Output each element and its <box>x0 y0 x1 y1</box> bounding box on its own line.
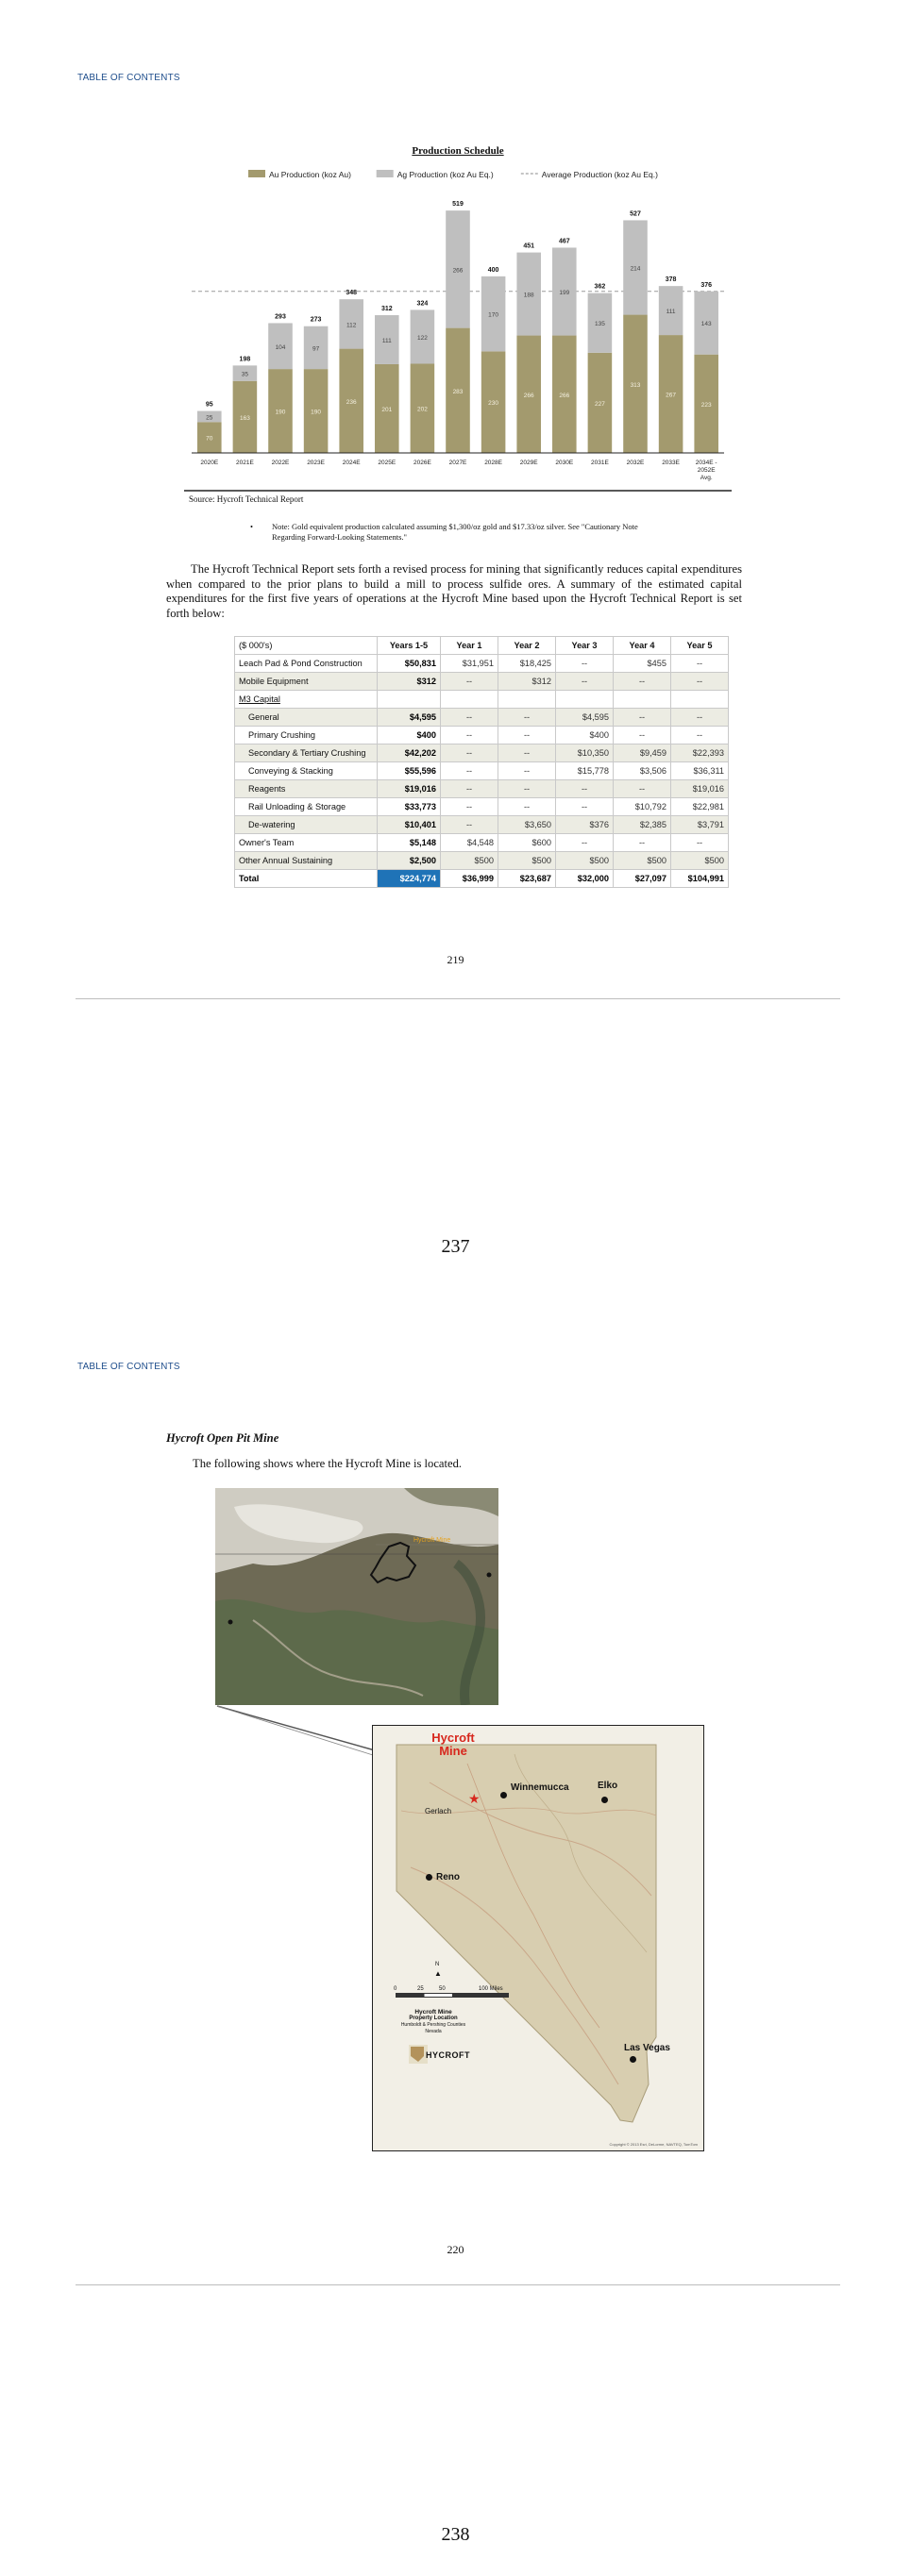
tick-label-2021E-0: 2021E <box>236 460 254 466</box>
label-ag-2033E: 111 <box>666 309 676 316</box>
table-row <box>235 834 729 852</box>
row-label: Other Annual Sustaining <box>235 852 378 870</box>
label-au-2034E - 2052E Avg.: 223 <box>700 401 712 409</box>
table-row <box>235 780 729 798</box>
production-schedule-chart <box>184 140 732 489</box>
label-total-2023E: 273 <box>310 316 322 324</box>
label-ag-2031E: 135 <box>594 321 605 328</box>
cell-value: $2,500 <box>378 852 441 870</box>
col-header-year-5: Year 5 <box>671 637 729 655</box>
label-total-2031E: 362 <box>594 283 606 291</box>
scale-tick-25: 25 <box>417 1986 424 1992</box>
row-label: Secondary & Tertiary Crushing <box>235 744 378 762</box>
label-ag-2032E: 214 <box>630 265 641 273</box>
cell-value: $455 <box>614 655 671 673</box>
label-ag-2025E: 111 <box>381 337 392 344</box>
cell-value: $19,016 <box>671 780 729 798</box>
capex-paragraph: The Hycroft Technical Report sets forth a revised process for mining that significantly reduces capital expenditures when compared to the prior plans to build a mill to process sulfide ores. A summary of the estimated capital expenditures for the first five years of operations at the Hycroft Mine based upon the Hycroft Technical Report is set forth below: <box>166 562 742 620</box>
label-au-2023E: 190 <box>311 409 322 416</box>
label-ag-2024E: 112 <box>346 322 357 329</box>
label-ag-2023E: 97 <box>312 345 320 353</box>
chart-note-line1: Note: Gold equivalent production calculated assuming $1,300/oz gold and $17.33/oz silver. See "Cautionary Note <box>272 522 638 531</box>
row-label: M3 Capital <box>235 691 378 709</box>
cell-value: -- <box>671 834 729 852</box>
cell-value: $22,981 <box>671 798 729 816</box>
city-elko: Elko <box>598 1781 618 1791</box>
cell-value: -- <box>671 673 729 691</box>
cell-value: $4,595 <box>378 709 441 727</box>
table-row <box>235 852 729 870</box>
cell-value: $376 <box>556 816 614 834</box>
label-total-2030E: 467 <box>558 238 570 245</box>
capex-table <box>234 636 729 888</box>
cell-value: -- <box>556 673 614 691</box>
legend-sub1: Property Location <box>409 2016 458 2021</box>
label-total-2022E: 293 <box>275 313 286 321</box>
north-label: N <box>435 1962 440 1967</box>
cell-value: $19,016 <box>378 780 441 798</box>
capex-header-row <box>235 637 729 655</box>
cell-value: -- <box>441 673 498 691</box>
col-header-year-4: Year 4 <box>614 637 671 655</box>
map-copyright: Copyright © 2013 Esri, DeLorme, NAVTEQ, TomTom <box>609 2142 698 2147</box>
cell-value: $600 <box>498 834 556 852</box>
cell-value: $2,385 <box>614 816 671 834</box>
label-total-2027E: 519 <box>452 201 464 209</box>
hycroft-logo-text: HYCROFT <box>426 2050 470 2060</box>
aerial-photo <box>215 1488 498 1705</box>
cell-value: -- <box>614 727 671 744</box>
label-au-2033E: 267 <box>666 392 677 399</box>
legend-label-1: Ag Production (koz Au Eq.) <box>396 170 494 179</box>
cell-value: -- <box>441 744 498 762</box>
map-mine-label-line1: Hycroft <box>431 1731 475 1745</box>
tick-label-2028E-0: 2028E <box>484 460 502 466</box>
cell-value: $312 <box>378 673 441 691</box>
cell-value <box>614 691 671 709</box>
tick-label-2022E-0: 2022E <box>271 460 290 466</box>
label-ag-2028E: 170 <box>488 311 499 319</box>
tick-label-2030E-0: 2030E <box>555 460 574 466</box>
legend-swatch-0 <box>248 170 265 177</box>
section-title: Hycroft Open Pit Mine <box>166 1431 279 1445</box>
row-label: General <box>235 709 378 727</box>
map-intro: The following shows where the Hycroft Mine is located. <box>193 1457 463 1470</box>
chart-source: Source: Hycroft Technical Report <box>189 494 304 504</box>
tick-label-2034E - 2052E Avg.-1: 2052E <box>697 467 716 474</box>
table-row <box>235 762 729 780</box>
scale-bar <box>396 1993 509 1998</box>
table-row <box>235 870 729 888</box>
cell-value: $5,148 <box>378 834 441 852</box>
table-row <box>235 744 729 762</box>
cell-value: -- <box>556 780 614 798</box>
legend-label-0: Au Production (koz Au) <box>269 170 351 179</box>
cell-value: $10,401 <box>378 816 441 834</box>
scale-tick-100: 100 Miles <box>479 1986 503 1992</box>
label-au-2032E: 313 <box>630 381 641 389</box>
label-total-2020E: 95 <box>205 401 213 409</box>
nevada-location-map <box>372 1725 704 2151</box>
city-las-vegas: Las Vegas <box>624 2043 670 2053</box>
col-header-year-1: Year 1 <box>441 637 498 655</box>
label-ag-2022E: 104 <box>275 343 286 351</box>
chart-title: Production Schedule <box>412 145 504 157</box>
tick-label-2027E-0: 2027E <box>448 460 467 466</box>
row-label: De-watering <box>235 816 378 834</box>
cell-value: -- <box>441 727 498 744</box>
cell-value: $104,991 <box>671 870 729 888</box>
cell-value: $312 <box>498 673 556 691</box>
label-total-2028E: 400 <box>487 266 499 274</box>
table-row <box>235 691 729 709</box>
row-label: Reagents <box>235 780 378 798</box>
table-of-contents-link-2[interactable]: TABLE OF CONTENTS <box>77 1362 180 1372</box>
chart-note-line2: Regarding Forward-Looking Statements." <box>272 532 407 542</box>
cell-value: $500 <box>671 852 729 870</box>
city-dot-reno <box>426 1874 432 1881</box>
cell-value: -- <box>498 709 556 727</box>
label-total-2032E: 527 <box>630 210 641 218</box>
page-divider-2 <box>76 2284 840 2285</box>
page-number-220: 220 <box>447 2243 464 2256</box>
cell-value: -- <box>556 655 614 673</box>
city-dot-elko <box>601 1797 608 1803</box>
row-label: Total <box>235 870 378 888</box>
label-ag-2026E: 122 <box>416 334 428 342</box>
city-winnemucca: Winnemucca <box>511 1782 569 1793</box>
cell-value: $31,951 <box>441 655 498 673</box>
cell-value: $10,792 <box>614 798 671 816</box>
row-label: Conveying & Stacking <box>235 762 378 780</box>
photo-mine-label: Hycroft Mine <box>413 1537 451 1544</box>
tick-label-2034E - 2052E Avg.-2: Avg. <box>700 475 713 481</box>
cell-value: -- <box>556 798 614 816</box>
cell-value: -- <box>498 744 556 762</box>
table-row <box>235 673 729 691</box>
cell-value: -- <box>498 780 556 798</box>
cell-value: $42,202 <box>378 744 441 762</box>
cell-value: $23,687 <box>498 870 556 888</box>
cell-value: $18,425 <box>498 655 556 673</box>
cell-value <box>378 691 441 709</box>
city-dot-winnemucca <box>500 1792 507 1798</box>
label-total-2025E: 312 <box>380 306 393 313</box>
cell-value: $500 <box>614 852 671 870</box>
label-total-2029E: 451 <box>523 243 535 250</box>
label-ag-2021E: 35 <box>241 371 249 378</box>
tick-label-2026E-0: 2026E <box>413 460 431 466</box>
cell-value: -- <box>614 709 671 727</box>
cell-value: $9,459 <box>614 744 671 762</box>
cell-value: $36,311 <box>671 762 729 780</box>
cell-value: $500 <box>441 852 498 870</box>
city-gerlach: Gerlach <box>425 1807 452 1815</box>
cell-value: $50,831 <box>378 655 441 673</box>
cell-value: $15,778 <box>556 762 614 780</box>
cell-value: $3,791 <box>671 816 729 834</box>
cell-value: -- <box>441 762 498 780</box>
north-arrow-icon: ▲ <box>434 1969 442 1978</box>
legend-sub2: Humboldt & Pershing Counties <box>400 2022 466 2028</box>
label-au-2024E: 236 <box>346 398 357 406</box>
cell-value: $55,596 <box>378 762 441 780</box>
cell-value: -- <box>614 673 671 691</box>
label-au-2021E: 163 <box>239 414 250 422</box>
label-total-2021E: 198 <box>239 356 251 363</box>
cell-value: -- <box>671 655 729 673</box>
cell-value <box>671 691 729 709</box>
cell-value: -- <box>671 709 729 727</box>
scale-tick-50: 50 <box>439 1986 446 1992</box>
cell-value: -- <box>556 834 614 852</box>
label-ag-2029E: 188 <box>523 292 534 299</box>
row-label: Owner's Team <box>235 834 378 852</box>
cell-value: $3,650 <box>498 816 556 834</box>
row-label: Primary Crushing <box>235 727 378 744</box>
cell-value: -- <box>441 780 498 798</box>
cell-value: $36,999 <box>441 870 498 888</box>
label-au-2027E: 283 <box>452 388 464 395</box>
capex-table-wrap <box>234 636 729 888</box>
label-au-2020E: 70 <box>206 435 213 443</box>
cell-value: -- <box>671 727 729 744</box>
cell-value: $500 <box>498 852 556 870</box>
tick-label-2023E-0: 2023E <box>307 460 325 466</box>
table-row <box>235 709 729 727</box>
table-row <box>235 816 729 834</box>
table-row <box>235 798 729 816</box>
cell-value: $27,097 <box>614 870 671 888</box>
city-dot-las-vegas <box>630 2056 636 2063</box>
legend-swatch-1 <box>377 170 394 177</box>
cell-value: $400 <box>378 727 441 744</box>
cell-value: $32,000 <box>556 870 614 888</box>
col-header-units: ($ 000's) <box>235 637 378 655</box>
label-ag-2027E: 266 <box>452 267 464 275</box>
cell-value: $33,773 <box>378 798 441 816</box>
label-au-2026E: 202 <box>416 406 428 413</box>
label-au-2028E: 230 <box>488 400 499 408</box>
scale-tick-0: 0 <box>394 1986 397 1992</box>
label-total-2033E: 378 <box>665 276 677 284</box>
table-row <box>235 727 729 744</box>
col-header-years-1-5: Years 1-5 <box>378 637 441 655</box>
page-divider-1 <box>76 998 840 999</box>
tick-label-2029E-0: 2029E <box>519 460 538 466</box>
tick-label-2031E-0: 2031E <box>591 460 609 466</box>
cell-value <box>441 691 498 709</box>
col-header-year-3: Year 3 <box>556 637 614 655</box>
city-reno: Reno <box>436 1872 460 1882</box>
cell-value: -- <box>614 834 671 852</box>
cell-value: -- <box>498 798 556 816</box>
row-label: Rail Unloading & Storage <box>235 798 378 816</box>
tick-label-2025E-0: 2025E <box>378 460 396 466</box>
cell-value: $4,548 <box>441 834 498 852</box>
label-au-2029E: 266 <box>523 392 534 399</box>
cell-value: -- <box>441 709 498 727</box>
cell-value: $22,393 <box>671 744 729 762</box>
tick-label-2032E-0: 2032E <box>626 460 645 466</box>
cell-value: -- <box>614 780 671 798</box>
page-number-237: 237 <box>441 1236 470 1257</box>
tick-label-2024E-0: 2024E <box>342 460 361 466</box>
row-label: Leach Pad & Pond Construction <box>235 655 378 673</box>
label-au-2031E: 227 <box>594 400 605 408</box>
cell-value: $400 <box>556 727 614 744</box>
cell-value: $10,350 <box>556 744 614 762</box>
label-total-2024E: 348 <box>346 290 358 297</box>
row-label: Mobile Equipment <box>235 673 378 691</box>
legend-sub3: Nevada <box>425 2029 442 2034</box>
label-au-2022E: 190 <box>275 409 286 416</box>
table-of-contents-link[interactable]: TABLE OF CONTENTS <box>77 73 180 83</box>
note-bullet: • <box>250 522 253 531</box>
cell-value: $3,506 <box>614 762 671 780</box>
label-ag-2020E: 25 <box>206 414 213 422</box>
cell-value: $500 <box>556 852 614 870</box>
map-connector <box>212 1698 382 1793</box>
cell-value: -- <box>441 816 498 834</box>
tick-label-2034E - 2052E Avg.-0: 2034E - <box>695 460 717 466</box>
cell-value: $224,774 <box>378 870 441 888</box>
col-header-year-2: Year 2 <box>498 637 556 655</box>
label-total-2034E - 2052E Avg.: 376 <box>700 281 713 289</box>
cell-value <box>498 691 556 709</box>
mine-star-icon: ★ <box>468 1793 481 1807</box>
map-mine-label-line2: Mine <box>439 1744 467 1758</box>
cell-value: -- <box>498 727 556 744</box>
tick-label-2033E-0: 2033E <box>662 460 680 466</box>
hycroft-logo-icon <box>409 2045 428 2064</box>
cell-value: -- <box>441 798 498 816</box>
table-row <box>235 655 729 673</box>
page-number-219: 219 <box>447 953 464 966</box>
label-total-2026E: 324 <box>416 300 429 308</box>
label-au-2030E: 266 <box>559 392 570 399</box>
legend-label-2: Average Production (koz Au Eq.) <box>541 170 658 179</box>
label-au-2025E: 201 <box>381 406 393 413</box>
page-number-238: 238 <box>441 2524 470 2545</box>
cell-value <box>556 691 614 709</box>
chart-svg <box>184 159 732 498</box>
tick-label-2020E-0: 2020E <box>200 460 219 466</box>
label-ag-2034E - 2052E Avg.: 143 <box>700 321 712 328</box>
label-ag-2030E: 199 <box>559 289 570 296</box>
legend-title: Hycroft Mine <box>414 2009 452 2016</box>
cell-value: -- <box>498 762 556 780</box>
cell-value: $4,595 <box>556 709 614 727</box>
